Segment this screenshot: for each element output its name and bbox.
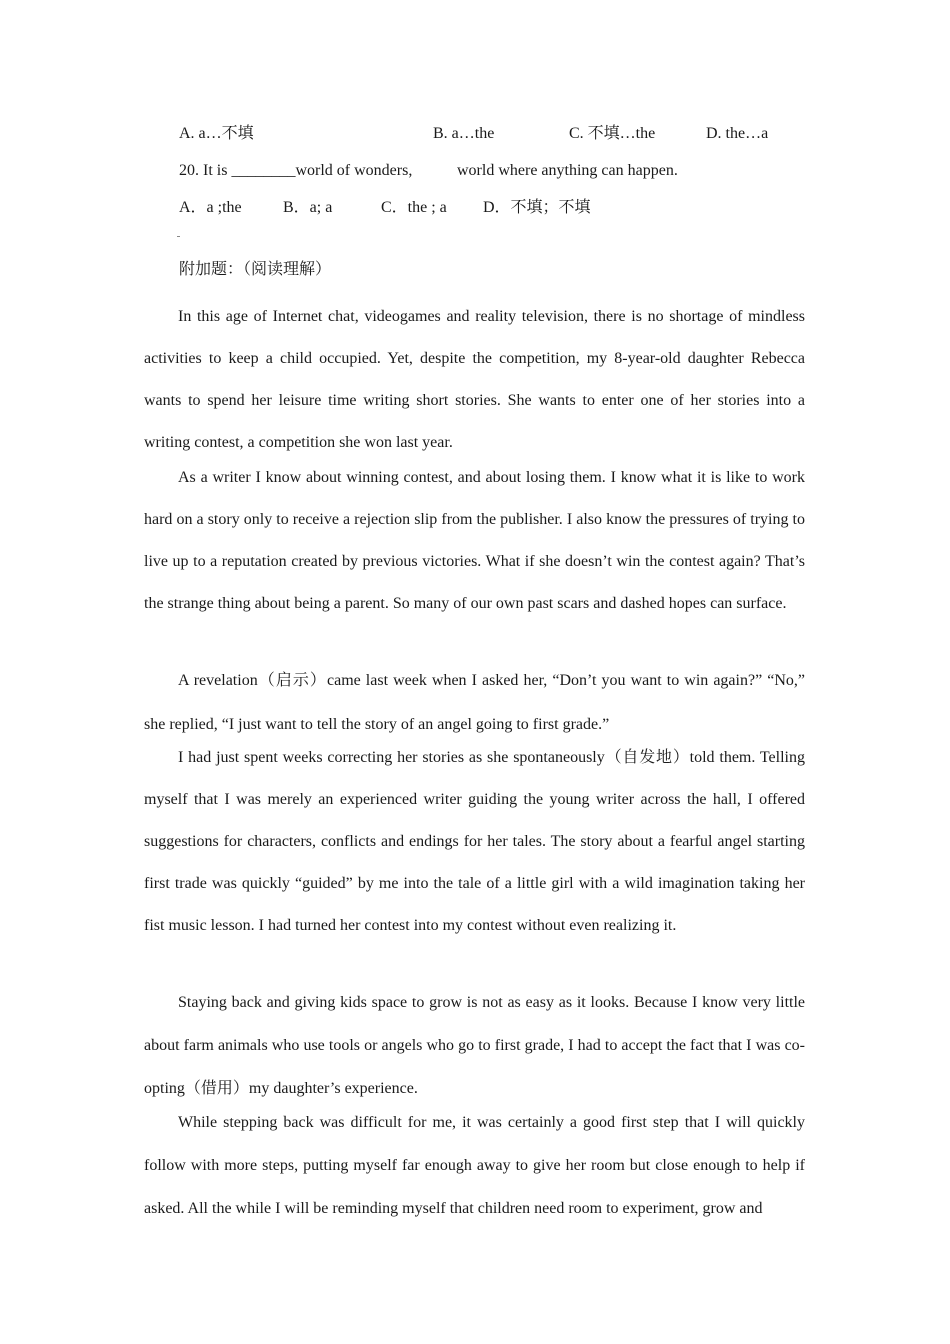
passage-paragraph-3 [144,659,805,747]
q20-stem-first: 20. It is ________world of wonders, [179,162,413,179]
section-title: 附加题：（阅读理解） [179,261,332,278]
q20-option-d: D．不填；不填 [483,199,591,216]
paragraph-text: I had just spent weeks correcting her stories as she spontaneously（自发地）told them. Telling myself that I was merely an experienced writer guiding the young writer across the hall, I offered suggestions for characters, conflicts and endings for her tales. The story about a fearful angel starting first trade was quickly “guided” by me into the tale of a little girl with a wild imagination taking her fist music lesson. I had turned her contest into my contest without even realizing it. [144,749,805,934]
paragraph-mark [177,236,180,237]
q19-option-d: D. the…a [706,125,769,142]
paragraph-text: Staying back and giving kids space to grow is not as easy as it looks. Because I know very little about farm animals who use tools or angels who go to first grade, I had to accept the fact that I was co-opting（借用）my daughter’s experience. [144,994,805,1097]
q20-option-a: A．a ;the [179,199,242,216]
q20-option-c: C．the ; a [381,199,447,216]
passage-paragraph-4 [144,737,805,947]
q20-option-b: B．a; a [283,199,333,216]
passage-paragraph-1 [144,296,805,464]
paragraph-text: In this age of Internet chat, videogames and reality television, there is no shortage of mindless activities to keep a child occupied. Yet, despite the competition, my 8-year-old daughter Rebecca wants to spend her leisure time writing short stories. She wants to enter one of her stories into a writing contest, a competition she won last year. [144,308,805,451]
paragraph-text: While stepping back was difficult for me, it was certainly a good first step that I will quickly follow with more steps, putting myself far enough away to give her room but close enough to help if asked. All the while I will be reminding myself that children need room to experiment, grow and [144,1114,805,1217]
q19-option-c: C. 不填…the [569,125,656,142]
paragraph-text: As a writer I know about winning contest, and about losing them. I know what it is like to work hard on a story only to receive a rejection slip from the publisher. I also know the pressures of trying to live up to a reputation created by previous victories. What if she doesn’t win the contest again? That’s the strange thing about being a parent. So many of our own past scars and dashed hopes can surface. [144,469,805,612]
passage-paragraph-2 [144,457,805,625]
q19-option-a: A. a…不填 [179,125,254,142]
q20-stem-second: world where anything can happen. [457,162,678,179]
passage-paragraph-6 [144,1101,805,1230]
q19-option-b: B. a…the [433,125,495,142]
passage-paragraph-5 [144,981,805,1110]
paragraph-text: A revelation（启示）came last week when I asked her, “Don’t you want to win again?” “No,” she replied, “I just want to tell the story of an angel going to first grade.” [144,672,805,733]
